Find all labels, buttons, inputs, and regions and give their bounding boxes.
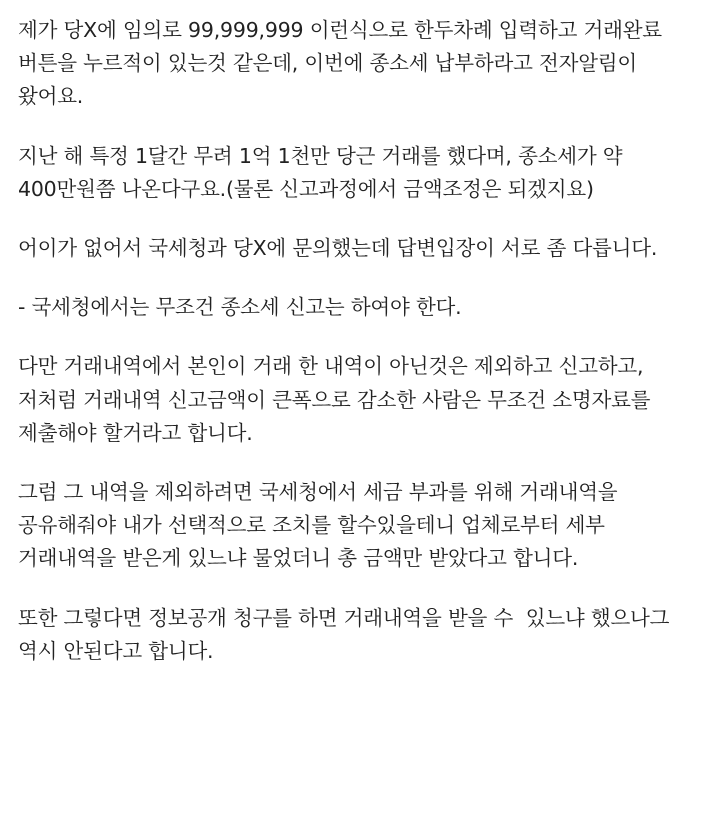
paragraph-6: 그럼 그 내역을 제외하려면 국세청에서 세금 부과를 위해 거래내역을 공유해줘야 내가 선택적으로 조치를 할수있을테니 업체로부터 세부 거래내역을 받은게 있느냐 물었더니 총 금액만 받았다고 합니다. [18, 480, 624, 571]
paragraph-3: 어이가 없어서 국세청과 당X에 문의했는데 답변입장이 서로 좀 다릅니다. [18, 236, 658, 261]
paragraph-5: 다만 거래내역에서 본인이 거래 한 내역이 아닌것은 제외하고 신고하고, 저처럼 거래내역 신고금액이 큰폭으로 감소한 사람은 무조건 소명자료를 제출해야 할거라고 합니다. [18, 354, 657, 445]
paragraph-7: 또한 그렇다면 정보공개 청구를 하면 거래내역을 받을 수 있느냐 했으나그 역시 안된다고 합니다. [18, 605, 676, 663]
paragraph-2: 지난 해 특정 1달간 무려 1억 1천만 당근 거래를 했다며, 종소세가 약 400만원쯤 나온다구요.(물론 신고과정에서 금액조정은 되겠지요) [18, 143, 629, 201]
paragraph-4: - 국세청에서는 무조건 종소세 신고는 하여야 한다. [18, 295, 462, 320]
paragraph-1: 제가 당X에 임의로 99,999,999 이런식으로 한두차례 입력하고 거래완료 버튼을 누르적이 있는것 같은데, 이번에 종소세 납부하라고 전자알림이 왔어요. [18, 18, 669, 109]
